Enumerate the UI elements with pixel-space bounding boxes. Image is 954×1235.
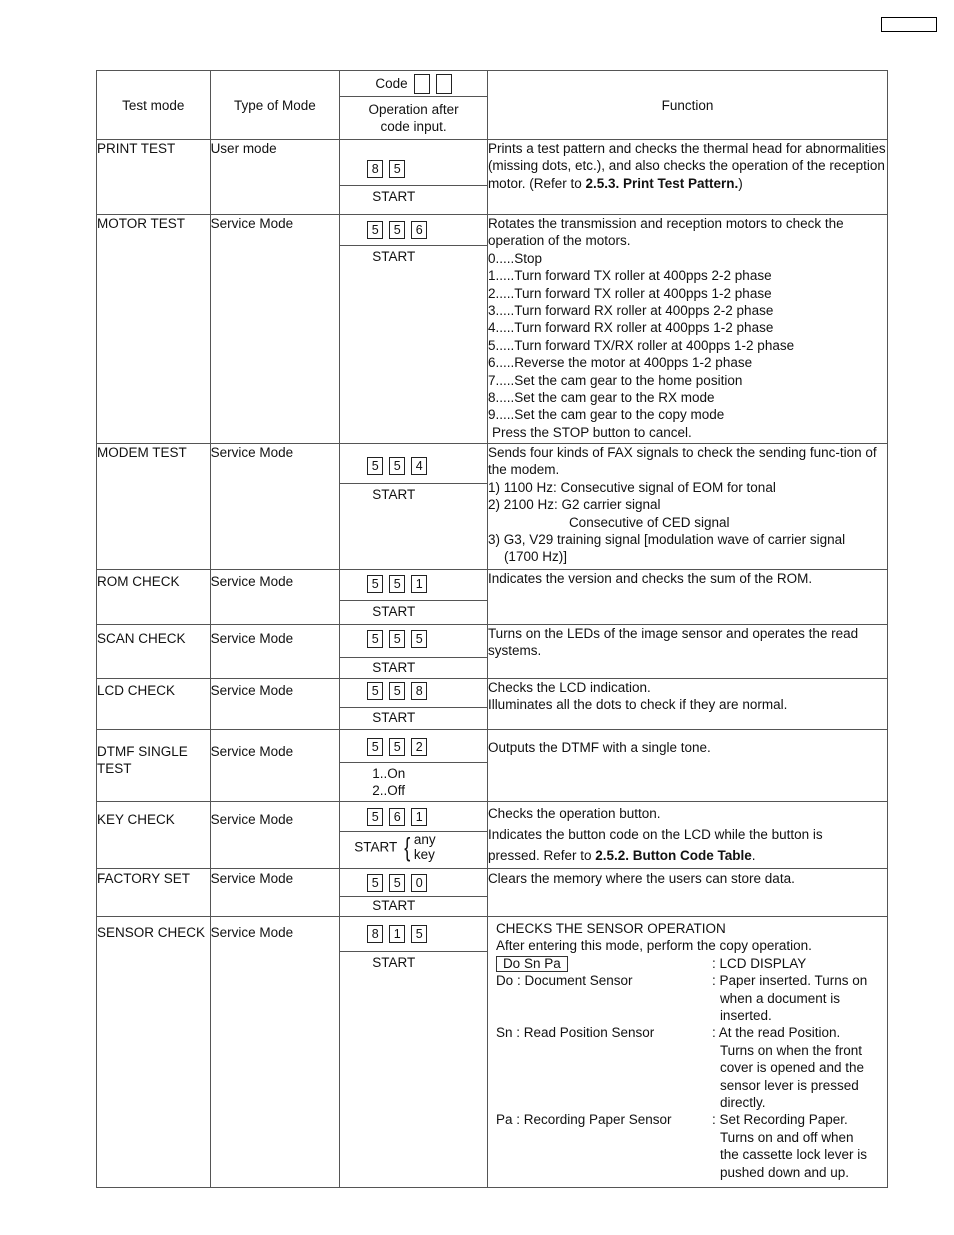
header-operation-line1: Operation after <box>368 102 459 117</box>
sensor-description-line: Turns on and off when <box>719 1129 854 1145</box>
function-cell <box>487 215 887 444</box>
function-line: (1700 Hz)] <box>503 549 567 565</box>
code-box-icon <box>414 74 430 94</box>
sensor-description-line: : Paper inserted. Turns on <box>711 973 868 989</box>
sensor-description <box>712 1024 887 1111</box>
operation-label: START <box>372 487 416 502</box>
test-mode-cell: ROM CHECK <box>97 570 211 625</box>
code-keys <box>367 925 427 943</box>
type-cell: User mode <box>210 140 340 215</box>
table-row <box>97 730 888 802</box>
sensor-description-line: when a document is <box>719 990 841 1006</box>
sensor-description <box>712 1111 887 1181</box>
type-cell: Service Mode <box>210 679 340 730</box>
table-row <box>97 679 888 730</box>
function-text-tail: ) <box>738 175 743 191</box>
header-operation <box>340 97 487 135</box>
key-icon: 4 <box>411 457 427 475</box>
key-icon: 1 <box>411 808 427 826</box>
function-cell: Turns on the LEDs of the image sensor and operates the read systems. <box>487 625 887 679</box>
code-keys <box>367 808 427 826</box>
operation-label: START <box>372 955 416 970</box>
function-cell: Clears the memory where the users can store data. <box>487 869 887 917</box>
table-row <box>97 215 888 444</box>
function-intro: Sends four kinds of FAX signals to check the sending func-tion of the modem. <box>487 445 877 478</box>
function-line: 1.....Turn forward TX roller at 400pps 2-2 phase <box>487 268 772 284</box>
key-icon: 1 <box>411 575 427 593</box>
sensor-description-line: the cassette lock lever is <box>719 1147 868 1163</box>
key-icon: 5 <box>367 221 383 239</box>
function-line: pressed. Refer to <box>487 848 596 863</box>
operation-label: START <box>372 898 416 913</box>
function-line: 4.....Turn forward RX roller at 400pps 1-2 phase <box>487 320 774 336</box>
header-function: Function <box>487 71 887 140</box>
test-mode-cell: SENSOR CHECK <box>97 917 211 1188</box>
operation-label: START <box>372 604 416 619</box>
code-cell <box>340 869 488 917</box>
table-header-row <box>97 71 888 140</box>
key-icon: 5 <box>411 630 427 648</box>
code-cell <box>340 444 488 570</box>
operation-after <box>340 185 487 214</box>
operation-after <box>340 657 487 678</box>
key-icon: 5 <box>367 874 383 892</box>
code-cell <box>340 730 488 802</box>
test-mode-cell: FACTORY SET <box>97 869 211 917</box>
code-cell <box>340 679 488 730</box>
type-cell: Service Mode <box>210 215 340 444</box>
table-row <box>97 869 888 917</box>
sensor-description-line: directly. <box>719 1095 766 1111</box>
key-icon: 1 <box>389 925 405 943</box>
key-icon: 5 <box>389 738 405 756</box>
sensor-legend <box>496 955 887 1181</box>
header-operation-line2: code input. <box>380 119 447 134</box>
code-cell <box>340 570 488 625</box>
sensor-description-line: cover is opened and the <box>719 1060 865 1076</box>
lcd-display-box: Do Sn Pa <box>496 956 568 972</box>
code-cell <box>340 215 488 444</box>
sensor-name: Pa : Recording Paper Sensor <box>495 1112 672 1128</box>
key-icon: 8 <box>367 925 383 943</box>
type-cell: Service Mode <box>210 570 340 625</box>
key-icon: 0 <box>411 874 427 892</box>
table-row <box>97 625 888 679</box>
function-line: 0.....Stop <box>487 250 542 266</box>
sensor-name: Sn : Read Position Sensor <box>495 1025 655 1041</box>
test-mode-cell: PRINT TEST <box>97 140 211 215</box>
key-icon: 5 <box>367 738 383 756</box>
function-cell <box>487 444 887 570</box>
function-line: 2.....Turn forward TX roller at 400pps 1-2 phase <box>487 285 772 301</box>
code-keys <box>367 160 405 178</box>
page-number-box <box>881 17 937 32</box>
key-icon: 5 <box>389 575 405 593</box>
operation-after <box>340 483 487 503</box>
test-mode-cell: MODEM TEST <box>97 444 211 570</box>
key-icon: 5 <box>389 457 405 475</box>
code-keys <box>367 874 427 892</box>
code-cell <box>340 625 488 679</box>
function-line: 8.....Set the cam gear to the RX mode <box>487 390 715 406</box>
function-text: Prints a test pattern and checks the thermal head for abnormalities (missing dots, etc.), and also checks the operation of the reception motor. (Refer to <box>487 141 886 191</box>
key-icon: 8 <box>367 160 383 178</box>
key-icon: 5 <box>389 221 405 239</box>
operation-off: 2..Off <box>372 783 405 798</box>
operation-after <box>340 245 487 265</box>
function-cell <box>487 917 887 1188</box>
brace-icon: { <box>404 832 411 862</box>
test-mode-table <box>96 70 888 1188</box>
key-icon: 5 <box>389 630 405 648</box>
test-mode-cell: SCAN CHECK <box>97 625 211 679</box>
table-row <box>97 140 888 215</box>
function-line: Illuminates all the dots to check if they are normal. <box>487 697 788 713</box>
function-cell <box>487 679 887 730</box>
operation-after <box>340 707 487 729</box>
table-row <box>97 570 888 625</box>
sensor-description <box>712 972 887 1024</box>
operation-label: START <box>372 710 416 725</box>
code-cell <box>340 140 488 215</box>
function-cell: Outputs the DTMF with a single tone. <box>487 730 887 802</box>
sensor-name: Do : Document Sensor <box>495 973 633 989</box>
operation-after <box>340 831 487 868</box>
test-mode-cell: KEY CHECK <box>97 802 211 869</box>
sensor-description-line: : At the read Position. <box>711 1025 841 1041</box>
key-icon: 5 <box>367 682 383 700</box>
table-row <box>97 917 888 1188</box>
header-type-of-mode: Type of Mode <box>210 71 340 140</box>
function-reference: 2.5.2. Button Code Table <box>595 848 752 863</box>
key-icon: 5 <box>411 925 427 943</box>
header-code <box>340 71 487 97</box>
code-keys <box>367 575 427 593</box>
sensor-description-line: sensor lever is pressed <box>719 1077 859 1093</box>
lcd-display-label: : LCD DISPLAY <box>711 955 807 971</box>
key-icon: 5 <box>367 457 383 475</box>
code-keys <box>367 457 427 475</box>
function-intro: Rotates the transmission and reception motors to check the operation of the motors. <box>487 216 844 249</box>
operation-on: 1..On <box>372 766 406 781</box>
type-cell: Service Mode <box>210 444 340 570</box>
function-line: 9.....Set the cam gear to the copy mode <box>487 407 725 423</box>
key-icon: 5 <box>389 160 405 178</box>
test-mode-cell: MOTOR TEST <box>97 215 211 444</box>
header-code-cell <box>340 71 488 140</box>
operation-after <box>340 762 487 801</box>
operation-label: START <box>372 189 416 204</box>
function-line: Indicates the button code on the LCD while the button is <box>487 827 823 842</box>
key-icon: 6 <box>389 808 405 826</box>
code-keys <box>367 682 427 700</box>
type-cell: Service Mode <box>210 730 340 802</box>
code-keys <box>367 221 427 239</box>
function-line: 7.....Set the cam gear to the home position <box>487 372 743 388</box>
key-icon: 5 <box>367 808 383 826</box>
operation-label: START <box>372 660 416 675</box>
function-reference: 2.5.3. Print Test Pattern. <box>585 175 739 191</box>
function-line: Checks the LCD indication. <box>487 680 651 695</box>
code-cell <box>340 917 488 1188</box>
function-line: After entering this mode, perform the copy operation. <box>495 938 812 954</box>
sensor-description-line: inserted. <box>719 1008 772 1024</box>
operation-label: START <box>372 249 416 264</box>
test-mode-cell: DTMF SINGLE TEST <box>97 730 211 802</box>
function-line: 1) 1100 Hz: Consecutive signal of EOM for tonal <box>487 479 776 495</box>
key-label: key <box>413 847 435 862</box>
table-row <box>97 802 888 869</box>
function-cell: Indicates the version and checks the sum of the ROM. <box>487 570 887 625</box>
operation-after <box>340 951 487 971</box>
any-key-label <box>414 832 436 862</box>
table-row <box>97 444 888 570</box>
operation-after <box>340 600 487 624</box>
function-cell <box>487 802 887 869</box>
key-icon: 8 <box>411 682 427 700</box>
code-box-icon <box>436 74 452 94</box>
header-test-mode: Test mode <box>97 71 211 140</box>
function-line: 2) 2100 Hz: G2 carrier signal <box>487 497 661 513</box>
key-icon: 5 <box>389 682 405 700</box>
header-code-label: Code <box>375 76 408 91</box>
operation-after <box>340 896 487 916</box>
sensor-description-line: Turns on when the front <box>719 1042 863 1058</box>
type-cell: Service Mode <box>210 625 340 679</box>
sensor-description-line: : Set Recording Paper. <box>711 1112 848 1128</box>
function-line: Checks the operation button. <box>487 806 661 821</box>
key-icon: 5 <box>389 874 405 892</box>
function-line: 3.....Turn forward RX roller at 400pps 2-2 phase <box>487 303 774 319</box>
code-cell <box>340 802 488 869</box>
test-mode-cell: LCD CHECK <box>97 679 211 730</box>
function-cell <box>487 140 887 215</box>
function-heading: CHECKS THE SENSOR OPERATION <box>495 921 726 936</box>
function-line: 6.....Reverse the motor at 400pps 1-2 phase <box>487 355 753 371</box>
code-keys <box>367 630 427 648</box>
key-icon: 2 <box>411 738 427 756</box>
function-line: 3) G3, V29 training signal [modulation wave of carrier signal <box>487 532 846 548</box>
code-keys <box>367 738 427 756</box>
type-cell: Service Mode <box>210 869 340 917</box>
type-cell: Service Mode <box>210 802 340 869</box>
operation-label: START <box>354 839 398 855</box>
key-icon: 6 <box>411 221 427 239</box>
key-icon: 5 <box>367 630 383 648</box>
type-cell: Service Mode <box>210 917 340 1188</box>
function-line: 5.....Turn forward TX/RX roller at 400pps 1-2 phase <box>487 337 795 353</box>
key-icon: 5 <box>367 575 383 593</box>
any-label: any <box>413 832 436 847</box>
function-footer: Press the STOP button to cancel. <box>491 424 692 440</box>
sensor-description-line: pushed down and up. <box>719 1164 850 1180</box>
function-line-tail: . <box>751 848 756 863</box>
function-line: Consecutive of CED signal <box>568 514 730 530</box>
